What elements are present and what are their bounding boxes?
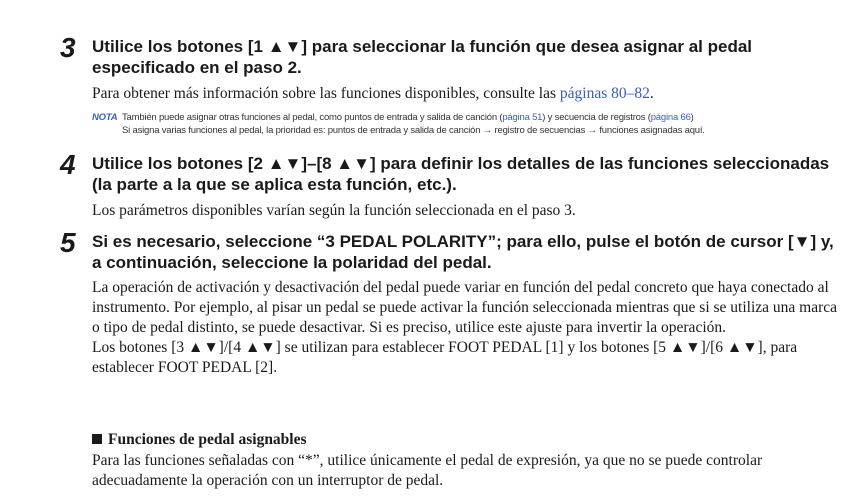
- note-text: ): [690, 112, 694, 123]
- step-3: [60, 32, 840, 104]
- step-heading: Utilice los botones [1 ▲▼] para seleccionar la función que desea asignar al pedal especificado en el paso 2.: [92, 37, 753, 77]
- note-label: NOTA: [92, 112, 118, 123]
- step-body-1: La operación de activación y desactivación del pedal puede variar en función del pedal concreto que haya conectado al instrumento. Por ejemplo, al pisar un pedal se puede activar la función seleccionada mientras que si se utiliza una marca o tipo de pedal distinto, se puede desactivar. Si es preciso, utilice este ajuste para invertir la operación.: [92, 279, 838, 336]
- step-number: 5: [60, 227, 76, 258]
- note-box: [92, 111, 832, 137]
- step-body: Los parámetros disponibles varían según la función seleccionada en el paso 3.: [92, 202, 576, 219]
- note-line-2: Si asigna varias funciones al pedal, la prioridad es: puntos de entrada y salida de canción → registro de secuencias → funciones asignadas aquí.: [122, 125, 705, 136]
- step-4: [60, 149, 840, 221]
- step-body-2: Los botones [3 ▲▼]/[4 ▲▼] se utilizan para establecer FOOT PEDAL [1] y los botones [5 ▲▼]/[6 ▲▼], para establecer FOOT PEDAL [2].: [92, 339, 798, 376]
- section-title: [92, 430, 307, 450]
- note-text: ) y secuencia de registros (: [542, 112, 651, 123]
- pages-link[interactable]: páginas 80–82: [559, 85, 650, 102]
- step-body: [92, 84, 840, 104]
- page-66-link[interactable]: página 66: [650, 112, 691, 123]
- step-heading: Si es necesario, seleccione “3 PEDAL POLARITY”; para ello, pulse el botón de cursor [▼] y, a continuación, seleccione la polaridad del pedal.: [92, 232, 834, 272]
- note-text: También puede asignar otras funciones al pedal, como puntos de entrada y salida de canción (: [122, 112, 503, 123]
- square-bullet-icon: [92, 434, 102, 444]
- section-title-text: Funciones de pedal asignables: [108, 431, 307, 448]
- step-body-text: Para obtener más información sobre las funciones disponibles, consulte las: [92, 85, 560, 102]
- note-line-1: [122, 111, 832, 124]
- step-5: [60, 227, 840, 378]
- step-body-end: .: [649, 85, 654, 102]
- page-51-link[interactable]: página 51: [502, 112, 543, 123]
- step-number: 4: [60, 149, 76, 180]
- step-number: 3: [60, 32, 76, 63]
- section-body: Para las funciones señaladas con “*”, utilice únicamente el pedal de expresión, ya que no se puede controlar adecuadamente la operación con un interruptor de pedal.: [92, 452, 763, 489]
- step-heading: Utilice los botones [2 ▲▼]–[8 ▲▼] para definir los detalles de las funciones seleccionadas (la parte a la que se aplica esta función, etc.).: [92, 154, 830, 194]
